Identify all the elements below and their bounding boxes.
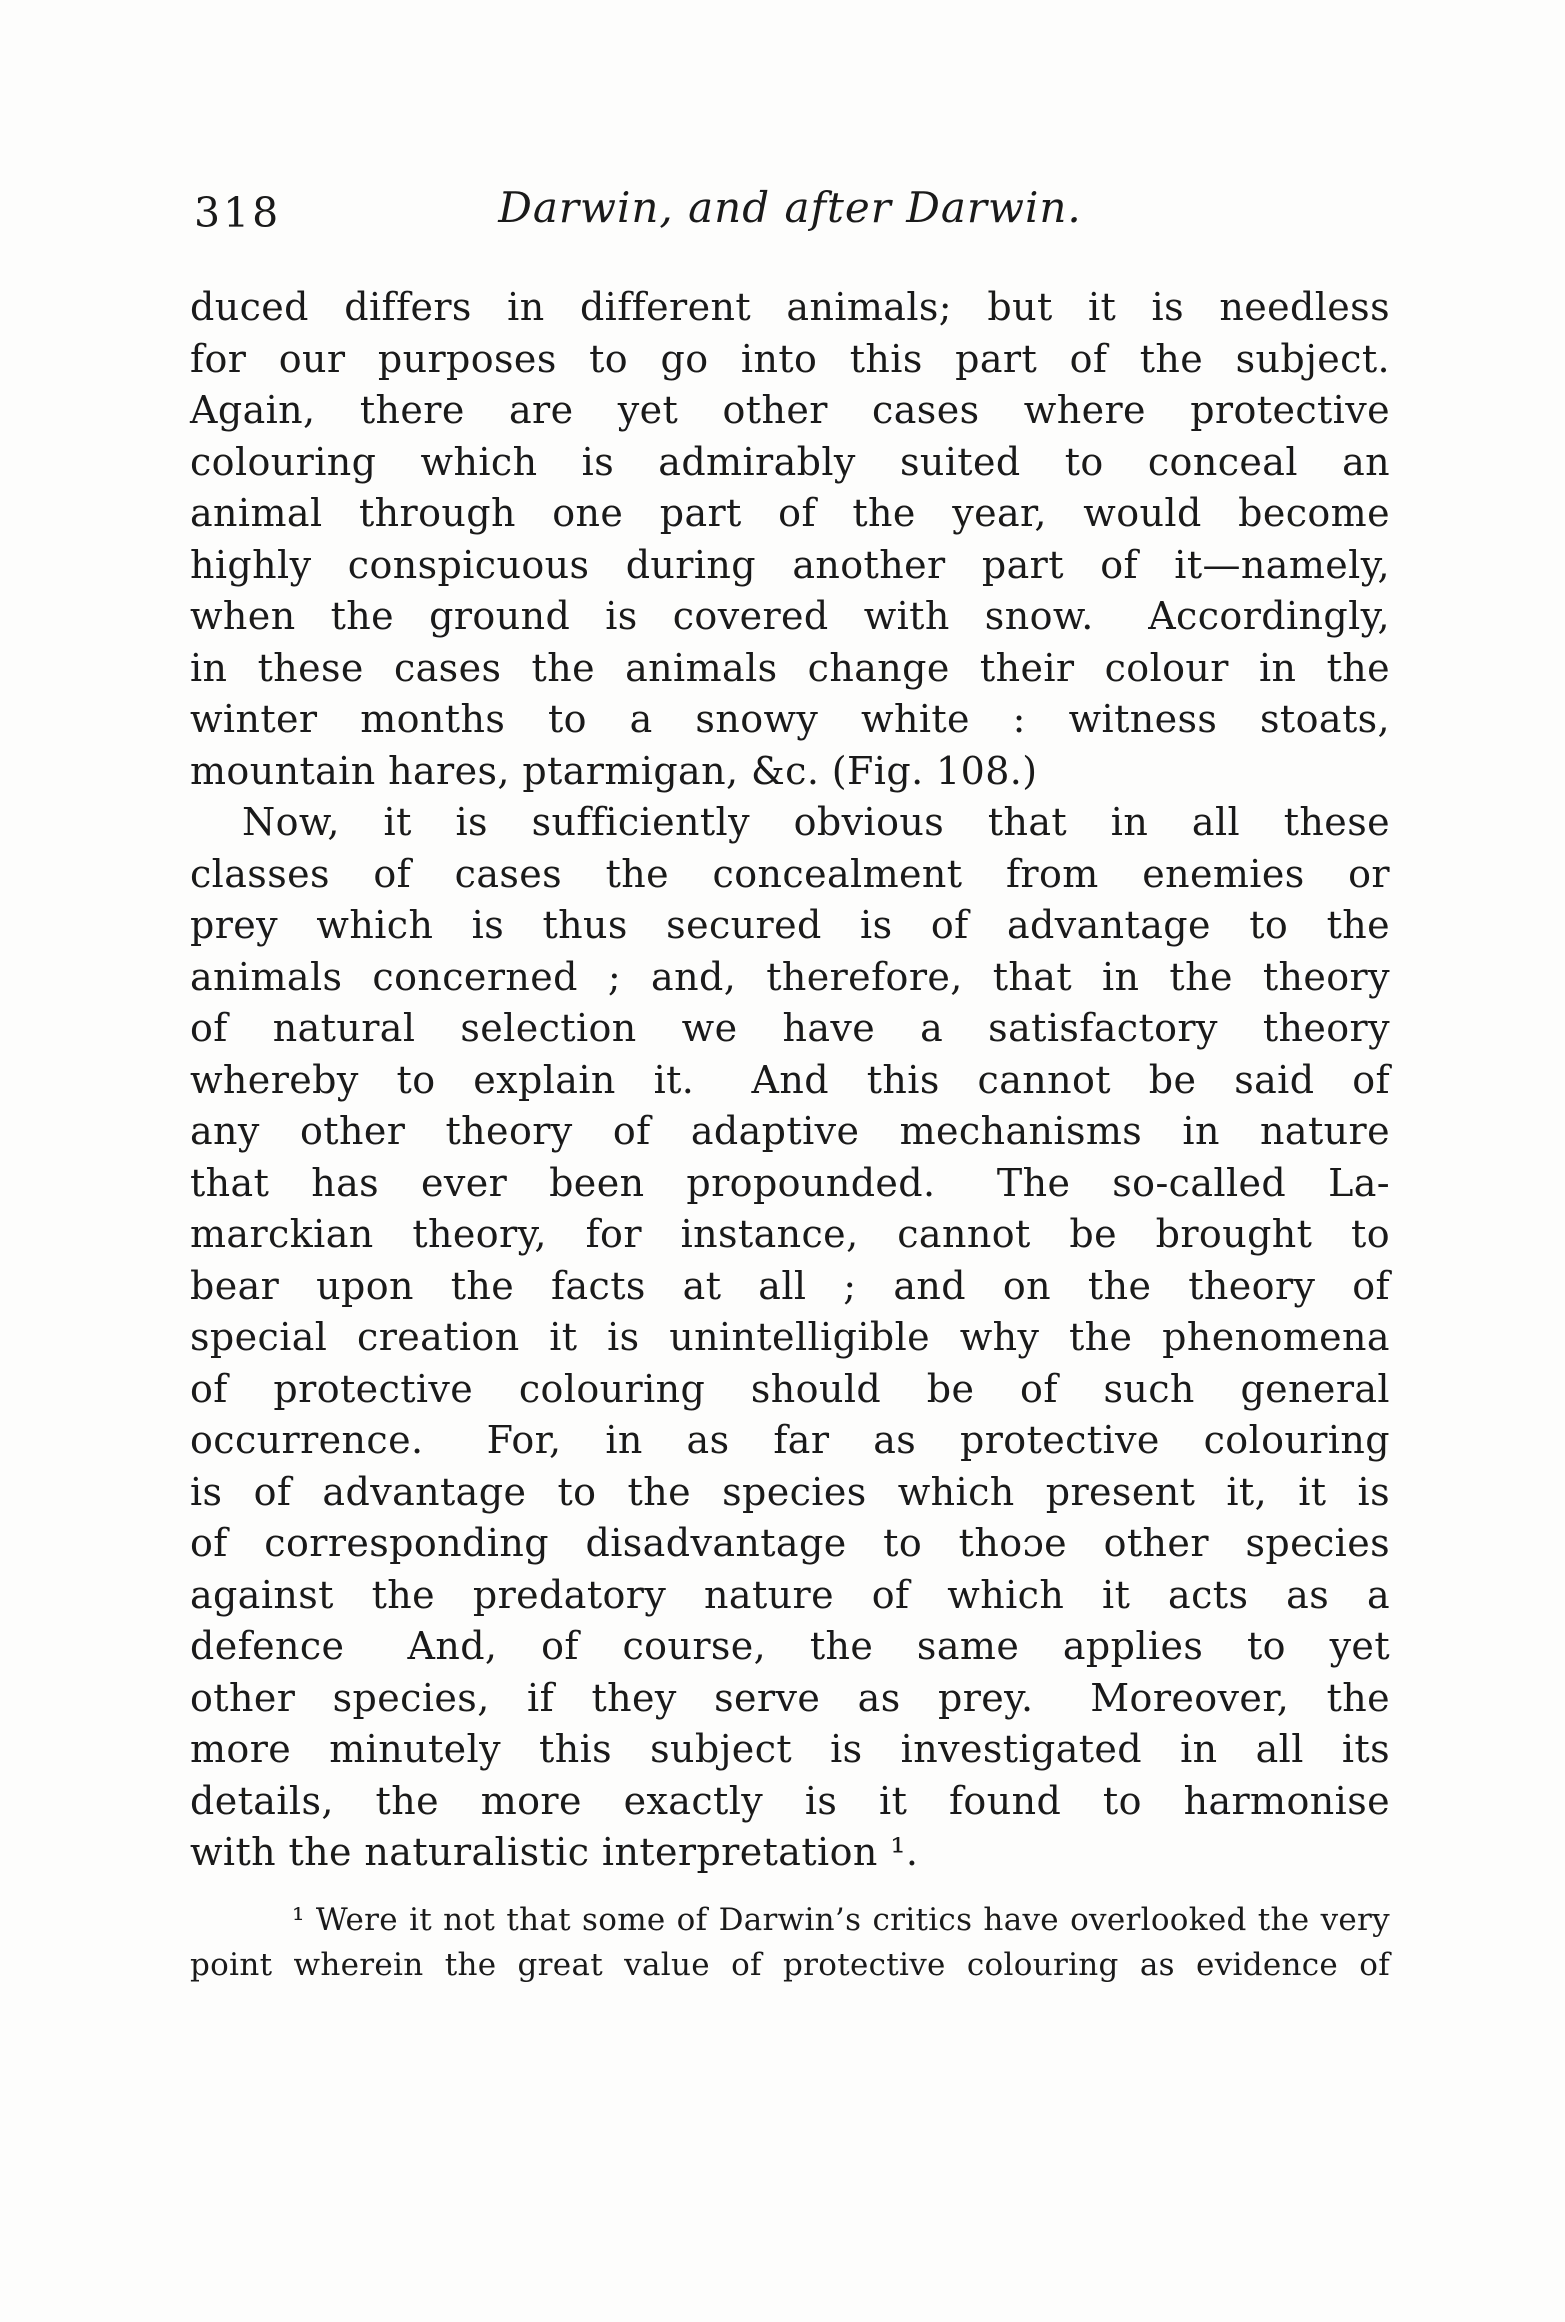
text-line: is of advantage to the species which present it, it is	[190, 1469, 1390, 1514]
text-line: that has ever been propounded. The so-called La-	[190, 1160, 1390, 1205]
text-line: any other theory of adaptive mechanisms in nature	[190, 1109, 1390, 1153]
running-title: Darwin, and after Darwin.	[498, 183, 1082, 232]
text-line: mountain hares, ptarmigan, &c. (Fig. 108.)	[190, 748, 1038, 793]
text-line: with the naturalistic interpretation ¹.	[190, 1830, 919, 1874]
text-line: prey which is thus secured is of advantage to the	[190, 903, 1390, 947]
text-line: for our purposes to go into this part of the subject.	[190, 336, 1390, 381]
paragraph	[190, 282, 1390, 797]
text-line: of protective colouring should be of such general	[190, 1366, 1390, 1411]
text-line: other species, if they serve as prey. Moreover, the	[190, 1675, 1390, 1720]
text-line: bear upon the facts at all ; and on the theory of	[190, 1263, 1390, 1308]
text-line: highly conspicuous during another part of it—namely,	[190, 542, 1390, 587]
text-line: more minutely this subject is investigated in all its	[190, 1727, 1390, 1771]
footnote-line: point wherein the great value of protective colouring as evidence of	[190, 1947, 1390, 1983]
page-number: 318	[194, 189, 282, 237]
text-line: whereby to explain it. And this cannot be said of	[190, 1057, 1390, 1102]
text-line: of natural selection we have a satisfactory theory	[190, 1006, 1390, 1050]
text-line: against the predatory nature of which it acts as a	[190, 1572, 1390, 1617]
text-line: animals concerned ; and, therefore, that in the theory	[190, 954, 1390, 999]
footnote	[190, 1898, 1390, 1988]
text-line: winter months to a snowy white : witness stoats,	[190, 697, 1390, 741]
text-line: Again, there are yet other cases where protective	[190, 388, 1390, 432]
footnote-line: ¹ Were it not that some of Darwin’s critics have overlooked the very	[292, 1902, 1390, 1938]
text-line: special creation it is unintelligible why the phenomena	[190, 1315, 1390, 1359]
text-line: in these cases the animals change their colour in the	[190, 645, 1390, 690]
text-line: colouring which is admirably suited to conceal an	[190, 439, 1390, 484]
text-line: of corresponding disadvantage to thoɔe other species	[190, 1521, 1390, 1565]
text-line: when the ground is covered with snow. Accordingly,	[190, 594, 1390, 638]
paragraph	[190, 797, 1390, 1879]
text-line: defence And, of course, the same applies to yet	[190, 1624, 1390, 1668]
text-line: details, the more exactly is it found to harmonise	[190, 1778, 1390, 1823]
text-block	[190, 282, 1390, 1879]
text-line: marckian theory, for instance, cannot be brought to	[190, 1212, 1390, 1256]
text-line: classes of cases the concealment from enemies or	[190, 851, 1390, 896]
text-line: animal through one part of the year, would become	[190, 491, 1390, 535]
page-header	[190, 183, 1390, 253]
text-line: occurrence. For, in as far as protective colouring	[190, 1418, 1390, 1462]
text-line: duced differs in different animals; but it is needless	[190, 285, 1390, 329]
text-line: Now, it is sufficiently obvious that in all these	[242, 800, 1390, 844]
